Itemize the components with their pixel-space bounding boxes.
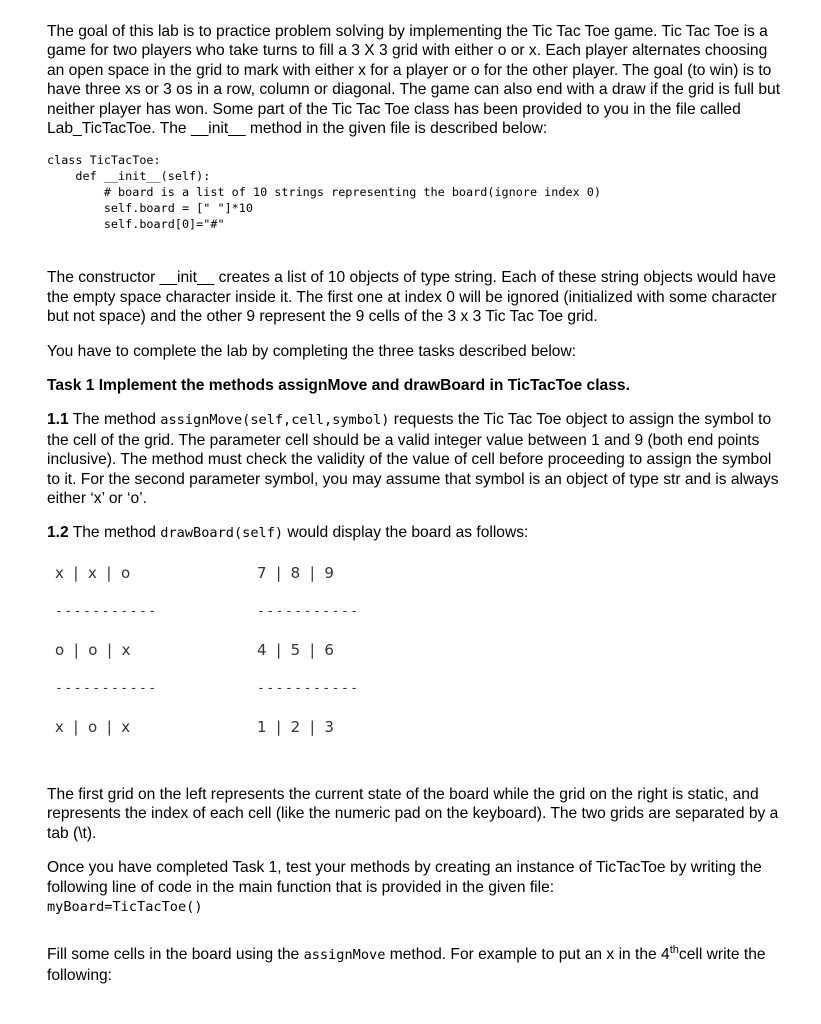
item-1-1-post: requests the Tic Tac Toe object to assign the symbol to the cell of the grid. The parameter cell should be a valid integer value between 1 and 9 (both end points inclusive). The method must check the validity of the value of cell before proceeding to assign the symbol to it. For the second parameter symbol, you may assume that symbol is an object of type str and is always either ‘x’ or ‘o’. bbox=[47, 411, 779, 508]
tasks-intro: You have to complete the lab by completing the three tasks described below: bbox=[47, 342, 577, 360]
intro-init-word: __init__ bbox=[190, 120, 246, 138]
constructor-init-word: __init__ bbox=[159, 269, 215, 287]
item-1-1-number: 1.1 bbox=[47, 411, 69, 429]
index-separator: ----------- bbox=[257, 603, 360, 619]
test-code: myBoard=TicTacToe() bbox=[47, 898, 203, 915]
item-1-1 bbox=[47, 410, 787, 508]
item-1-1-pre: The method bbox=[68, 411, 161, 429]
index-separator: ----------- bbox=[257, 680, 360, 696]
board-row-top: x | x | o bbox=[55, 563, 131, 582]
fill-superscript: th bbox=[669, 944, 679, 957]
code-line-5: self.board[0]="#" bbox=[47, 217, 225, 232]
fill-code: assignMove bbox=[303, 947, 386, 964]
index-row-middle: 4 | 5 | 6 bbox=[257, 640, 334, 659]
item-1-2-code: drawBoard(self) bbox=[160, 524, 284, 541]
fill-text-middle: method. For example to put an x in the 4 bbox=[385, 946, 670, 964]
fill-text-after: cell write the following: bbox=[47, 946, 766, 984]
code-block bbox=[47, 152, 787, 232]
index-board-grid bbox=[257, 563, 407, 737]
fill-paragraph bbox=[47, 945, 787, 985]
test-text: Once you have completed Task 1, test your methods by creating an instance of TicTacToe by writing the following line of code in the main function that is provided in the given file: bbox=[47, 859, 762, 896]
item-1-1-code: assignMove(self,cell,symbol) bbox=[160, 412, 390, 429]
item-1-2-number: 1.2 bbox=[47, 523, 69, 541]
task1-heading: Task 1 Implement the methods assignMove and drawBoard in TicTacToe class. bbox=[47, 377, 630, 395]
code-line-4: self.board = [" "]*10 bbox=[47, 201, 253, 216]
board-separator: ----------- bbox=[55, 680, 158, 696]
board-separator: ----------- bbox=[55, 603, 158, 619]
intro-paragraph bbox=[47, 22, 787, 138]
board-display bbox=[47, 563, 787, 773]
index-row-top: 7 | 8 | 9 bbox=[257, 563, 334, 582]
item-1-2-post: would display the board as follows: bbox=[283, 523, 529, 541]
intro-text: The goal of this lab is to practice problem solving by implementing the Tic Tac Toe game. Tic Tac Toe is a game for two players who take turns to fill a 3 X 3 grid with either o or x. Each player alternates choosing an open space in the grid to mark with either x for a player or o for the other player. The goal (to win) is to have three xs or 3 os in a row, column or diagonal. The game can also end with a draw if the grid is full but neither player has won. Some part of the Tic Tac Toe class has been provided to you in the file called Lab_TicTacToe. The bbox=[47, 23, 781, 138]
code-line-1: class TicTacToe: bbox=[47, 153, 161, 168]
constructor-text-after: creates a list of 10 objects of type string. Each of these string objects would have the empty space character inside it. The first one at index 0 will be ignored (initialized with some character but not space) and the other 9 represent the 9 cells of the 3 x 3 Tic Tac Toe grid. bbox=[47, 269, 777, 326]
constructor-text-before: The constructor bbox=[47, 269, 160, 287]
test-paragraph bbox=[47, 858, 787, 917]
index-row-bottom: 1 | 2 | 3 bbox=[257, 717, 334, 736]
board-row-bottom: x | o | x bbox=[55, 717, 131, 736]
fill-text-before: Fill some cells in the board using the bbox=[47, 946, 304, 964]
intro-text-end: method in the given file is described below: bbox=[245, 120, 548, 138]
board-row-middle: o | o | x bbox=[55, 640, 131, 659]
code-line-3: # board is a list of 10 strings representing the board(ignore index 0) bbox=[47, 185, 601, 200]
document-body bbox=[47, 22, 787, 985]
constructor-paragraph bbox=[47, 268, 787, 326]
code-line-2: def __init__(self): bbox=[47, 169, 211, 184]
current-board-grid bbox=[55, 563, 205, 737]
grids-paragraph: The first grid on the left represents the current state of the board while the grid on the right is static, and represents the index of each cell (like the numeric pad on the keyboard). The two grids are separated by a tab (\t). bbox=[47, 785, 779, 842]
item-1-2 bbox=[47, 523, 787, 543]
item-1-2-pre: The method bbox=[68, 523, 161, 541]
